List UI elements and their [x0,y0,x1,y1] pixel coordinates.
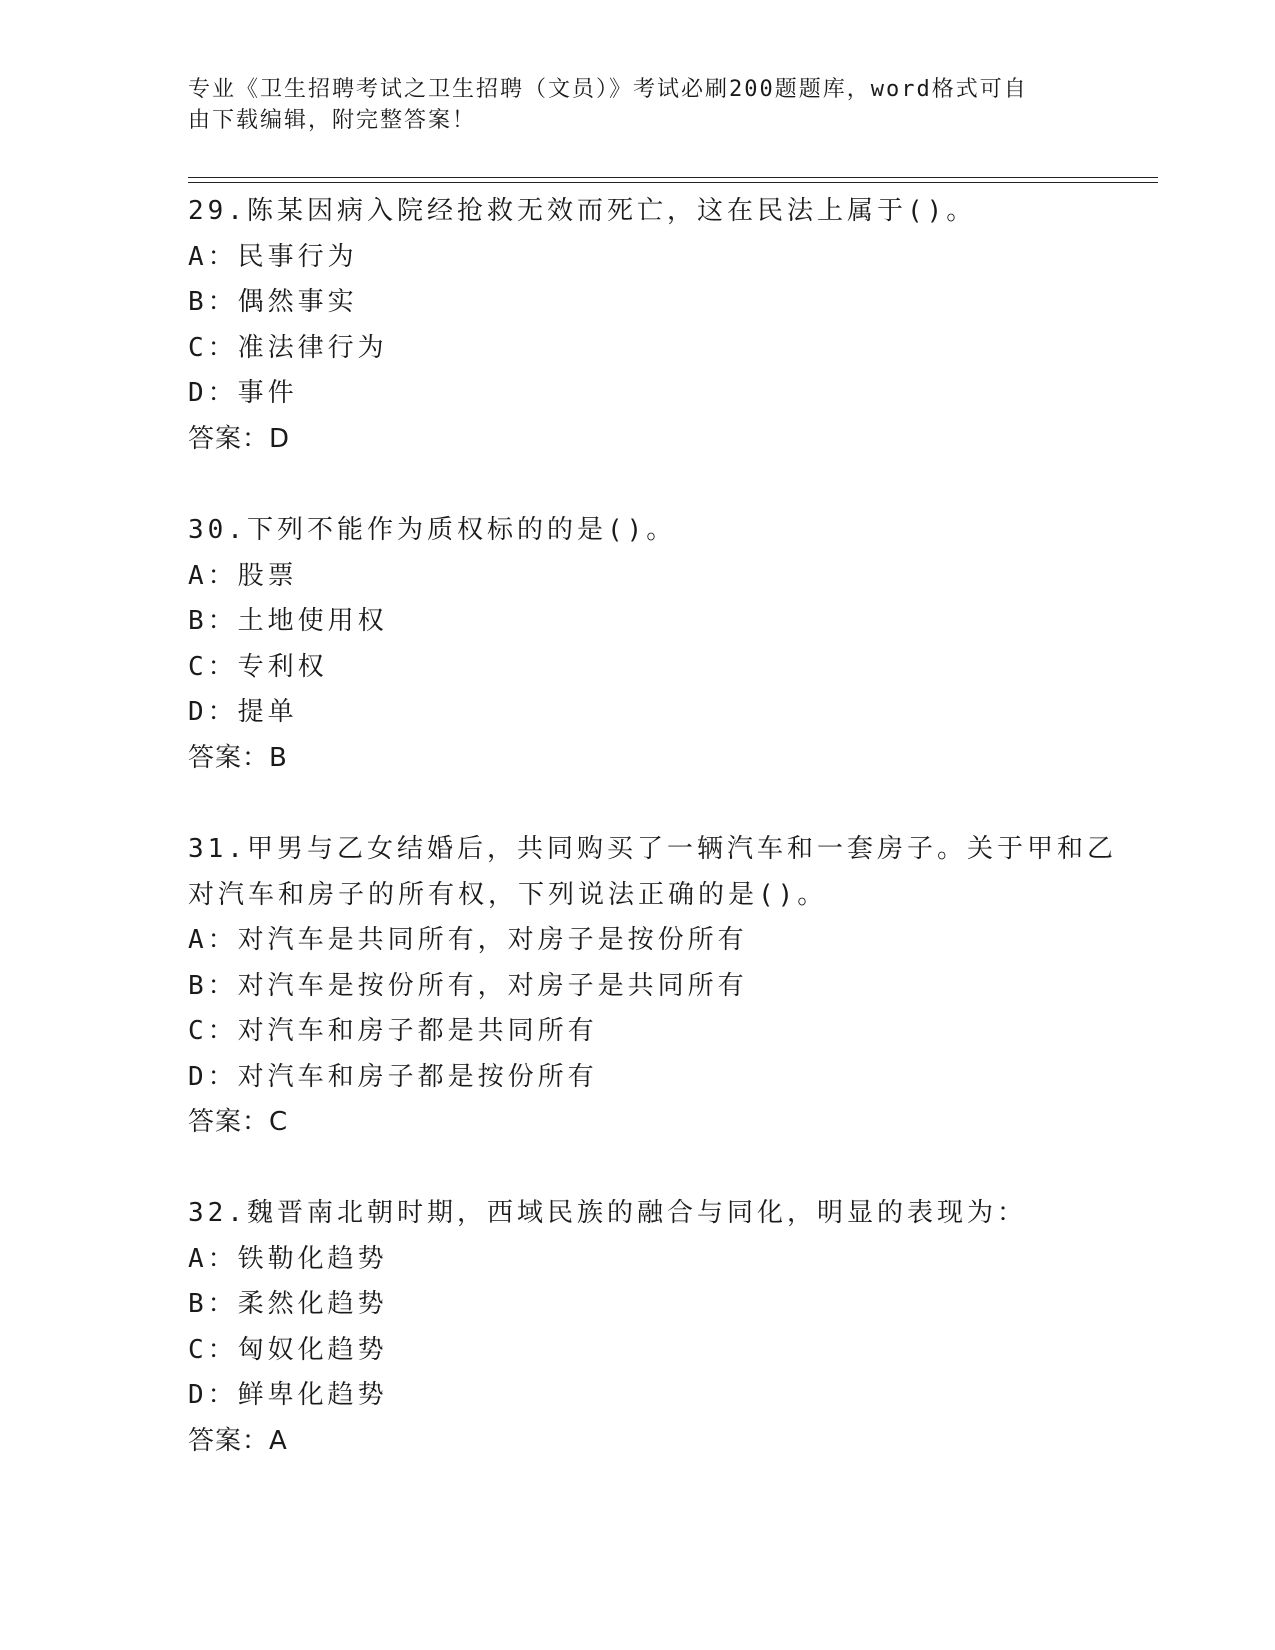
option-b: B：对汽车是按份所有，对房子是共同所有 [188,970,748,1001]
option-a: A：股票 [188,560,298,591]
answer-label: 答案：A [188,1425,288,1456]
question-stem: 30.下列不能作为质权标的的是()。 [188,515,677,545]
question-29 [188,189,1148,462]
answer-label: 答案：D [188,423,291,454]
question-31 [188,827,1148,1146]
option-c: C：匈奴化趋势 [188,1334,388,1365]
option-b: B：土地使用权 [188,606,388,636]
option-d: D：对汽车和房子都是按份所有 [188,1061,598,1092]
header-divider-bottom [188,182,1158,183]
question-32 [188,1191,1148,1464]
option-d: D：鲜卑化趋势 [188,1380,388,1410]
header-line-1: 专业《卫生招聘考试之卫生招聘（文员）》考试必刷200题题库，word格式可自 [188,77,1028,102]
option-b: B：柔然化趋势 [188,1289,388,1319]
option-c: C：专利权 [188,651,328,682]
option-c: C：对汽车和房子都是共同所有 [188,1016,598,1046]
option-a: A：民事行为 [188,241,358,272]
question-stem: 29.陈某因病入院经抢救无效而死亡，这在民法上属于()。 [188,196,977,226]
option-d: D：事件 [188,378,298,408]
question-stem: 32.魏晋南北朝时期，西域民族的融合与同化，明显的表现为： [188,1198,1027,1228]
answer-label: 答案：B [188,742,288,773]
header-divider-top [188,177,1158,178]
option-a: A：对汽车是共同所有，对房子是按份所有 [188,925,748,955]
document-header [188,74,1068,136]
header-line-2: 由下载编辑，附完整答案！ [188,108,477,133]
option-b: B：偶然事实 [188,287,358,317]
option-c: C：准法律行为 [188,332,388,363]
option-d: D：提单 [188,697,298,727]
question-stem-line-2: 对汽车和房子的所有权，下列说法正确的是()。 [188,879,828,910]
answer-label: 答案：C [188,1107,289,1137]
question-stem-line-1: 31.甲男与乙女结婚后，共同购买了一辆汽车和一套房子。关于甲和乙 [188,834,1117,864]
question-30 [188,508,1148,781]
option-a: A：铁勒化趋势 [188,1243,388,1274]
